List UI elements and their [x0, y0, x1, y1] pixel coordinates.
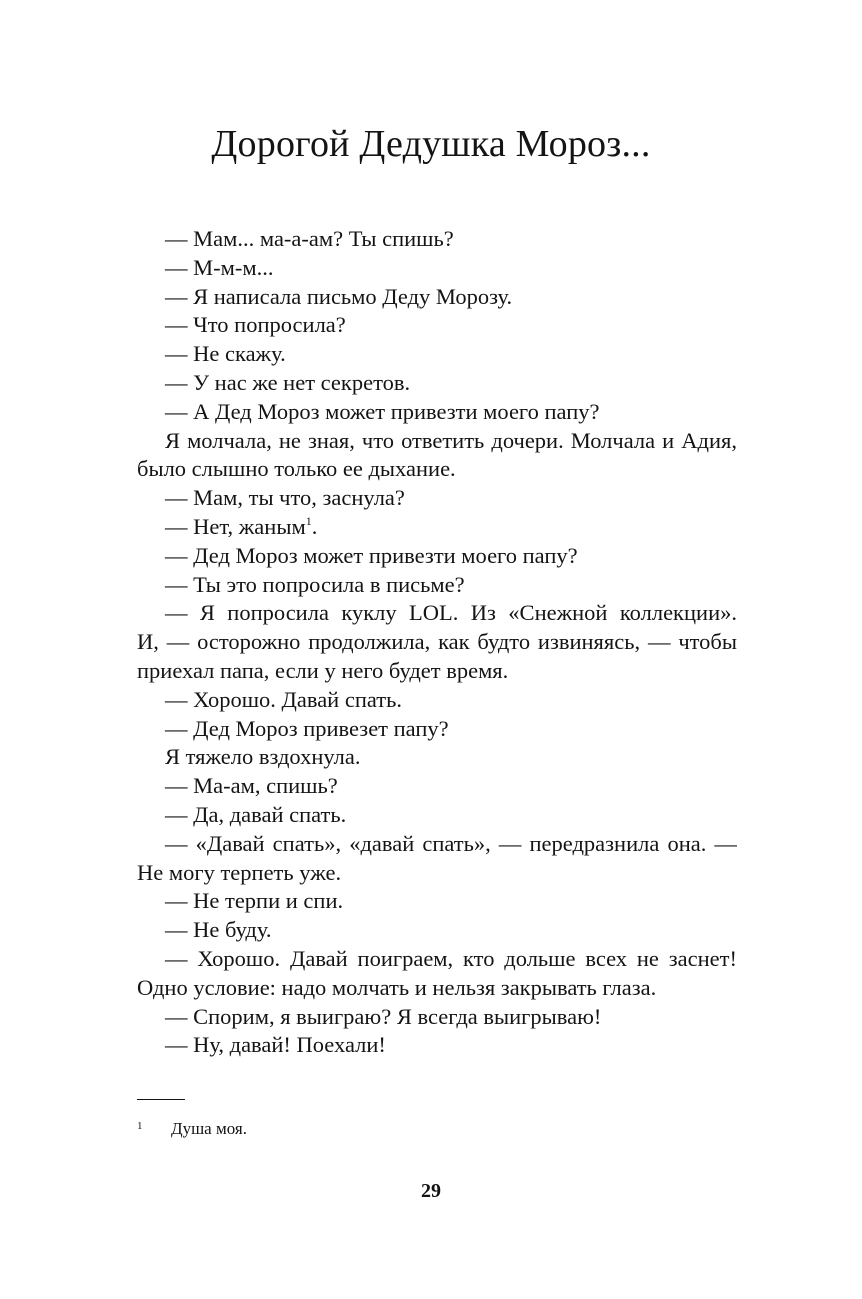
- narration-line: Я молчала, не зная, что ответить дочери. Молчала и Адия,: [165, 427, 737, 453]
- dialogue-line: — Не скажу.: [165, 341, 286, 367]
- dialogue-line: — Да, давай спать.: [165, 801, 347, 827]
- dialogue-line: — Не буду.: [165, 917, 272, 943]
- dialogue-line: — Мам, ты что, заснула?: [165, 485, 405, 511]
- dialogue-line: — Хорошо. Давай спать.: [165, 686, 402, 712]
- body-text: [137, 225, 737, 1060]
- dialogue-line: — Не терпи и спи.: [165, 888, 344, 914]
- sentence-period: .: [311, 513, 318, 539]
- dialogue-line: — Что попросила?: [165, 312, 346, 338]
- dialogue-line: — Я написала письмо Деду Морозу.: [165, 283, 513, 309]
- dialogue-line: — Ты это попросила в письме?: [165, 571, 465, 597]
- dialogue-line: — Мам... ма-а-ам? Ты спишь?: [165, 226, 454, 251]
- narration-line: Я тяжело вздохнула.: [165, 744, 361, 770]
- dialogue-line: — А Дед Мороз может привезти моего папу?: [165, 398, 600, 424]
- dialogue-line: — Дед Мороз привезет папу?: [165, 715, 449, 741]
- dialogue-line: — Дед Мороз может привезти моего папу?: [165, 542, 578, 568]
- dialogue-line: — М-м-м...: [165, 254, 274, 280]
- dialogue-line: — Я попросила куклу LOL. Из «Снежной коллекции».: [165, 600, 737, 626]
- chapter-title: Дорогой Дедушка Мороз...: [211, 123, 651, 165]
- dialogue-line: — Ну, давай! Поехали!: [165, 1032, 386, 1058]
- footnote-number: 1: [137, 1120, 143, 1132]
- dialogue-line: — У нас же нет секретов.: [165, 369, 411, 395]
- dialogue-text: — Нет, жаным: [165, 513, 306, 539]
- dialogue-line: И, — осторожно продолжила, как будто извиняясь, — чтобы: [137, 629, 737, 655]
- footnote-text: Душа моя.: [171, 1119, 247, 1138]
- dialogue-line: Не могу терпеть уже.: [137, 859, 342, 885]
- page-number: 29: [421, 1180, 441, 1202]
- dialogue-line: Одно условие: надо молчать и нельзя закрывать глаза.: [137, 974, 657, 1000]
- narration-line: было слышно только ее дыхание.: [137, 456, 456, 482]
- footnote-divider: [137, 1099, 185, 1100]
- dialogue-line: — Спорим, я выиграю? Я всегда выигрываю!: [165, 1003, 602, 1029]
- dialogue-line: — «Давай спать», «давай спать», — передразнила она. —: [165, 830, 737, 856]
- dialogue-line: приехал папа, если у него будет время.: [137, 657, 509, 683]
- dialogue-line: — Ма-ам, спишь?: [165, 773, 338, 799]
- dialogue-line-with-footnote: [137, 513, 737, 542]
- dialogue-line: — Хорошо. Давай поиграем, кто дольше всех не заснет!: [165, 945, 737, 971]
- footnote-reference: 1: [305, 513, 312, 528]
